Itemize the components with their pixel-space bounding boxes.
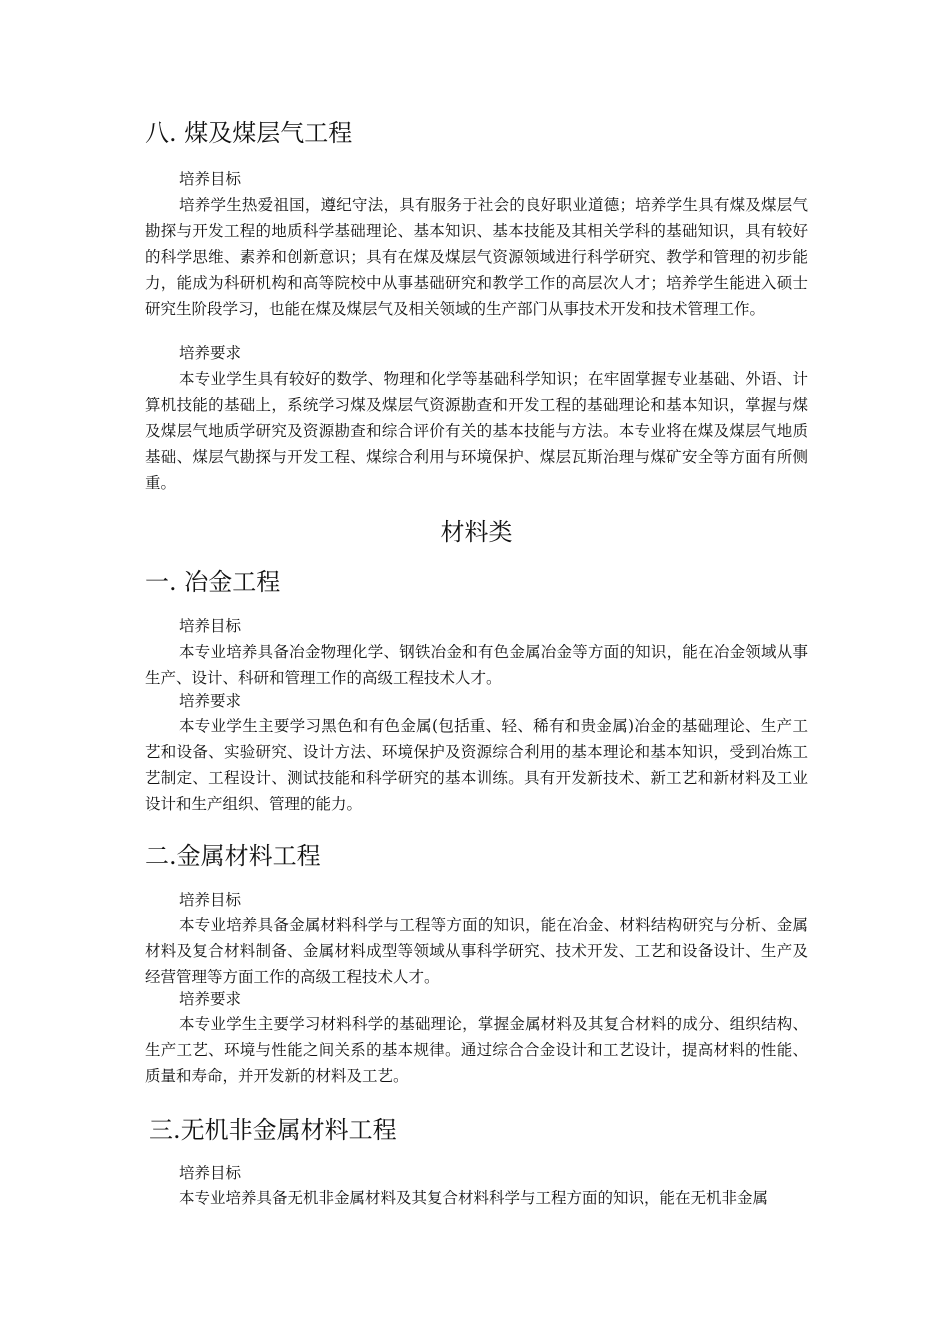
section-title-coal: 八. 煤及煤层气工程 — [145, 119, 353, 147]
metal-goal-text: 本专业培养具备金属材料科学与工程等方面的知识，能在冶金、材料结构研究与分析、金属材料及复合材料制备、金属材料成型等领域从事科学研究、技术开发、工艺和设备设计、生产及经营管理等方面工作的高级工程技术人才。 — [145, 916, 808, 986]
metal-goal-label: 培养目标 — [179, 891, 242, 909]
inorganic-goal-text: 本专业培养具备无机非金属材料及其复合材料科学与工程方面的知识，能在无机非金属 — [179, 1189, 769, 1207]
inorganic-goal-label: 培养目标 — [179, 1164, 242, 1182]
metallurgy-goal-text: 本专业培养具备冶金物理化学、钢铁冶金和有色金属冶金等方面的知识，能在冶金领域从事生产、设计、科研和管理工作的高级工程技术人才。 — [145, 643, 808, 687]
metallurgy-req-text: 本专业学生主要学习黑色和有色金属(包括重、轻、稀有和贵金属)冶金的基础理论、生产工艺和设备、实验研究、设计方法、环境保护及资源综合利用的基本理论和基本知识，受到冶炼工艺制定、工程设计、测试技能和科学研究的基本训练。具有开发新技术、新工艺和新材料及工业设计和生产组织、管理的能力。 — [145, 717, 808, 813]
coal-req-label: 培养要求 — [179, 344, 242, 362]
metal-req-text: 本专业学生主要学习材料科学的基础理论，掌握金属材料及其复合材料的成分、组织结构、生产工艺、环境与性能之间关系的基本规律。通过综合合金设计和工艺设计，提高材料的性能、质量和寿命，并开发新的材料及工艺。 — [145, 1015, 808, 1085]
section-title-metal-materials: 二.金属材料工程 — [145, 842, 321, 870]
category-title: 材料类 — [440, 518, 513, 546]
section-title-inorganic: 三.无机非金属材料工程 — [149, 1116, 397, 1144]
metallurgy-req-label: 培养要求 — [179, 692, 242, 710]
coal-goal-label: 培养目标 — [179, 170, 242, 188]
section-title-metallurgy: 一. 冶金工程 — [145, 568, 281, 596]
coal-req-text: 本专业学生具有较好的数学、物理和化学等基础科学知识；在牢固掌握专业基础、外语、计算机技能的基础上，系统学习煤及煤层气资源勘查和开发工程的基础理论和基本知识，掌握与煤及煤层气地质学研究及资源勘查和综合评价有关的基本技能与方法。本专业将在煤及煤层气地质基础、煤层气勘探与开发工程、煤综合利用与环境保护、煤层瓦斯治理与煤矿安全等方面有所侧重。 — [145, 370, 808, 492]
metal-req-label: 培养要求 — [179, 990, 242, 1008]
metallurgy-goal-label: 培养目标 — [179, 617, 242, 635]
coal-goal-text: 培养学生热爱祖国，遵纪守法，具有服务于社会的良好职业道德；培养学生具有煤及煤层气勘探与开发工程的地质科学基础理论、基本知识、基本技能及其相关学科的基础知识，具有较好的科学思维、素养和创新意识；具有在煤及煤层气资源领域进行科学研究、教学和管理的初步能力，能成为科研机构和高等院校中从事基础研究和教学工作的高层次人才；培养学生能进入硕士研究生阶段学习，也能在煤及煤层气及相关领域的生产部门从事技术开发和技术管理工作。 — [145, 196, 808, 318]
